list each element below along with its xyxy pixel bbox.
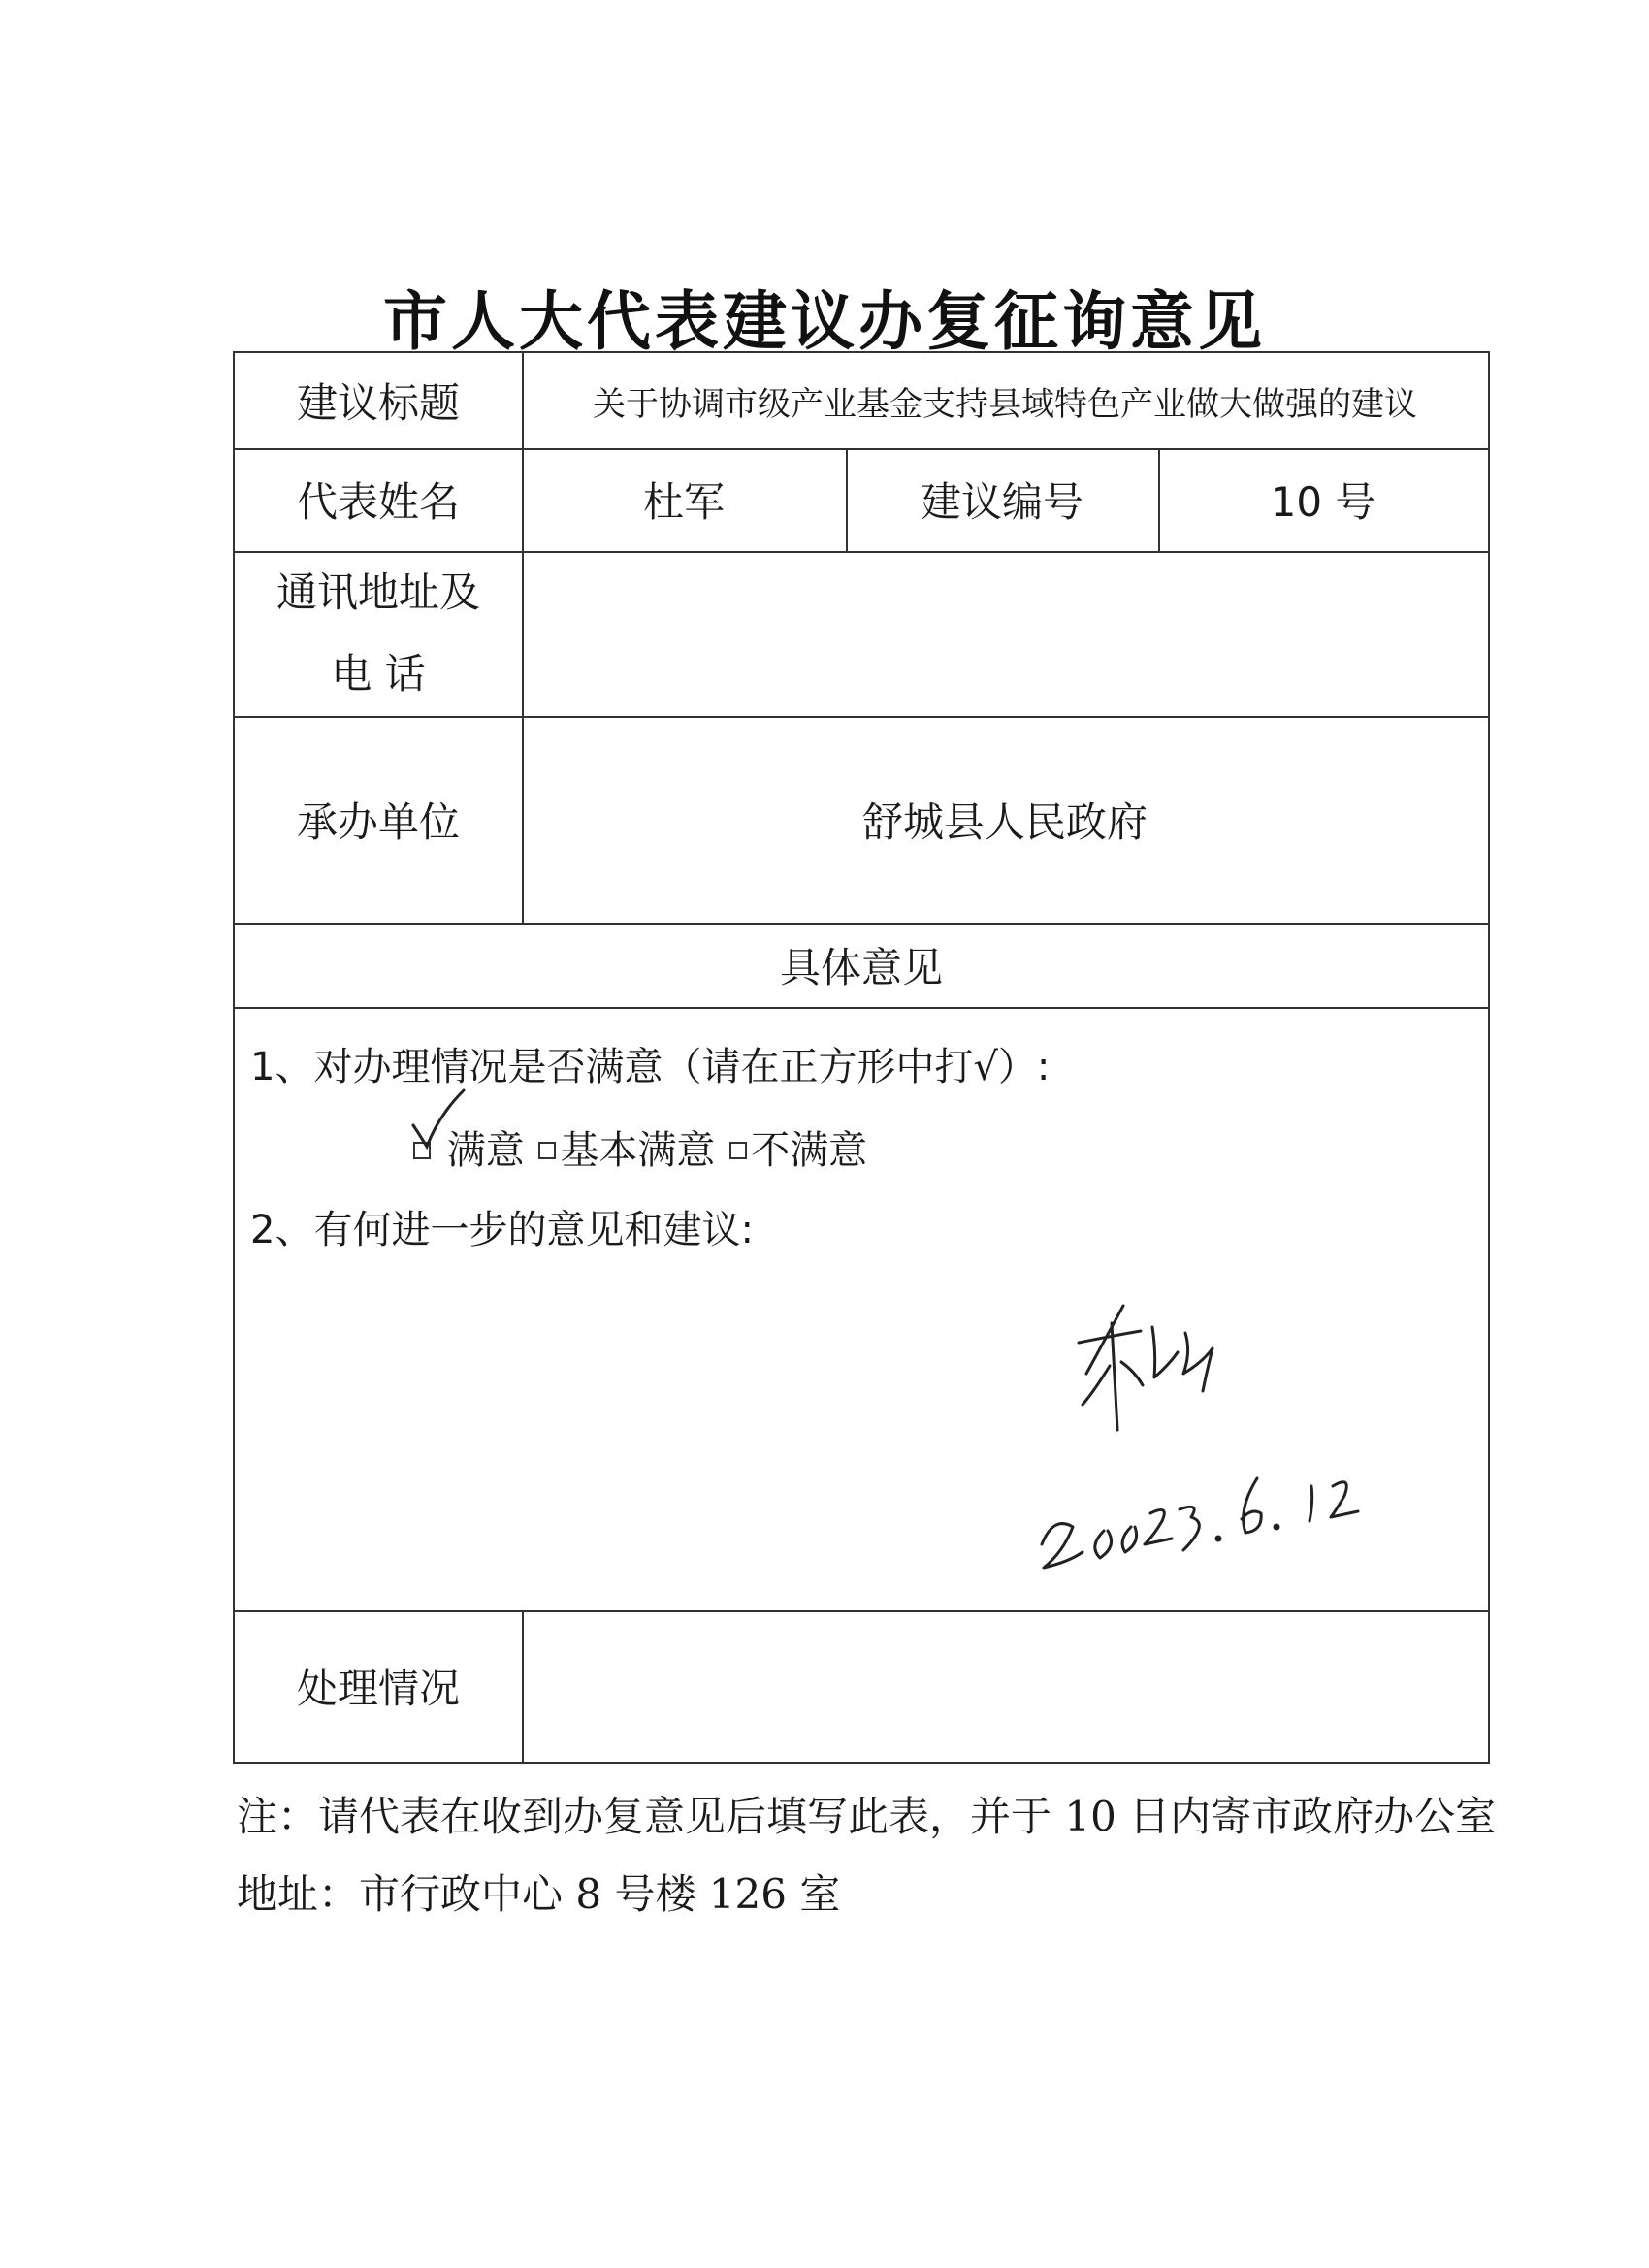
option-satisfied[interactable] [411,1119,525,1175]
option-unsatisfied[interactable] [728,1128,867,1173]
checkbox-unsatisfied[interactable] [729,1142,747,1159]
question-further-suggestions: 2、有何进一步的意见和建议: [250,1208,754,1252]
handwritten-check-icon [404,1086,471,1154]
representative-name-value: 杜军 [642,478,725,526]
handling-unit-label: 承办单位 [296,798,460,846]
option-label: 不满意 [751,1128,868,1173]
note-line-2-address: 地址：市行政中心 8 号楼 126 室 [237,1870,841,1918]
document-title: 市人大代表建议办复征询意见 [383,283,1266,359]
address-label-line2: 电 话 [331,650,426,697]
proposal-title-value: 关于协调市级产业基金支持县域特色产业做大做强的建议 [593,384,1417,424]
satisfaction-options [411,1119,867,1175]
feedback-form-table [233,351,1490,1764]
handling-status-label: 处理情况 [296,1665,460,1712]
proposal-number-label: 建议编号 [920,478,1083,526]
row-divider [235,1007,1488,1009]
question-satisfaction: 1、对办理情况是否满意（请在正方形中打√）: [250,1045,1051,1089]
note-line-1: 注：请代表在收到办复意见后填写此表，并于 10 日内寄市政府办公室 [237,1793,1497,1840]
representative-name-label: 代表姓名 [296,478,460,526]
opinion-header: 具体意见 [779,944,943,991]
proposal-title-label: 建议标题 [296,379,460,427]
address-phone-label [235,551,522,716]
handling-status-value [522,1610,1488,1762]
address-phone-value [522,551,1488,716]
handwritten-signature-icon [1040,1284,1389,1585]
option-label: 满意 [446,1128,525,1173]
option-label: 基本满意 [560,1128,716,1173]
option-basic-satisfied[interactable] [525,1128,728,1173]
handling-unit-value: 舒城县人民政府 [861,798,1148,846]
checkbox-basic-satisfied[interactable] [538,1142,556,1159]
address-label-line1: 通讯地址及 [275,568,480,616]
proposal-number-value: 10 号 [1270,478,1376,526]
